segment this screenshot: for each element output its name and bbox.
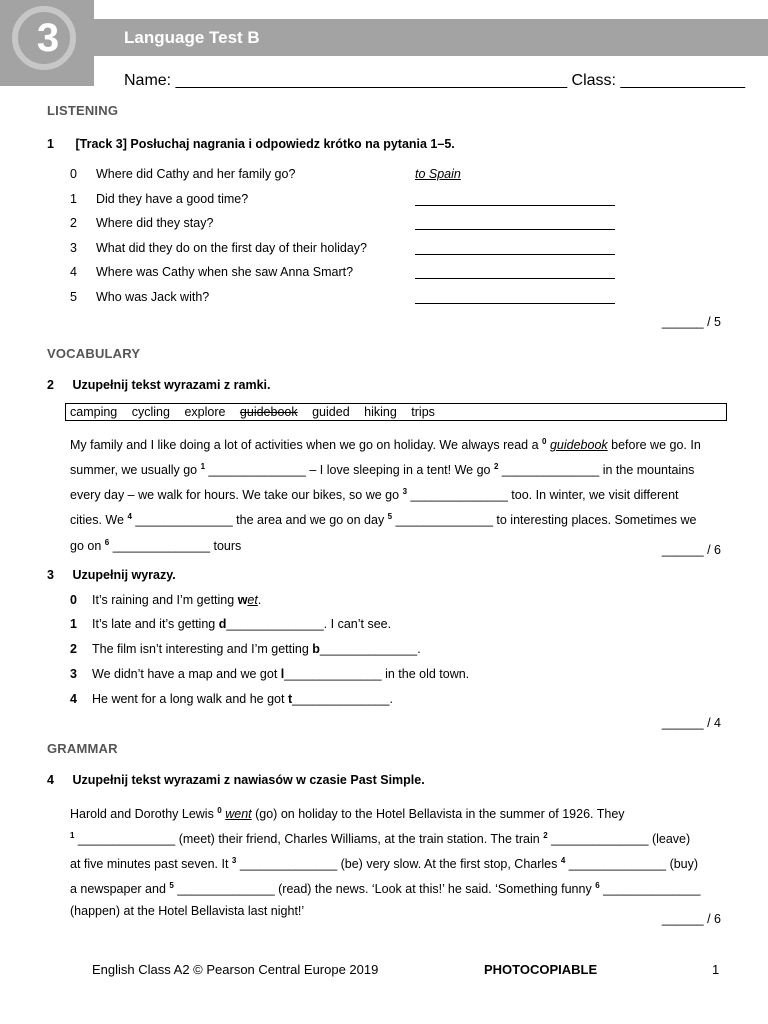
instruction-text: [Track 3] Posłuchaj nagrania i odpowiedz krótko na pytania 1–5.	[75, 137, 455, 151]
answer-blank[interactable]	[415, 205, 615, 206]
word-box-item: trips	[411, 405, 435, 419]
name-class-line: Name: ____________________________________________ Class: ______________	[124, 72, 746, 89]
answer-blank[interactable]	[415, 254, 615, 255]
example-answer: et	[247, 593, 258, 607]
section-heading-grammar: GRAMMAR	[47, 741, 118, 756]
instruction-text: Uzupełnij tekst wyrazami z nawiasów w czasie Past Simple.	[72, 773, 425, 787]
instruction-text: Uzupełnij wyrazy.	[72, 568, 176, 582]
section-heading-vocabulary: VOCABULARY	[47, 346, 141, 361]
word-box-item: guided	[312, 405, 350, 419]
example-answer: to Spain	[415, 167, 461, 181]
word-box-item: hiking	[364, 405, 397, 419]
score-field: ______ / 6	[661, 543, 721, 557]
page-number: 1	[712, 962, 720, 977]
question-number: 0	[70, 167, 77, 181]
instruction-text: Uzupełnij tekst wyrazami z ramki.	[72, 378, 271, 392]
unit-number: 3	[36, 16, 60, 60]
question-text: Who was Jack with?	[96, 290, 210, 304]
task-4-instruction	[47, 773, 425, 787]
task-number: 3	[47, 568, 54, 582]
gap-fill-paragraph: My family and I like doing a lot of activities when we go on holiday. We always read a $^0$ guidebook before we go. In summer, we usually go $^1$ ______________ – I love sleeping in a tent! We go $^2$ ______________ in the mountains every day – we walk for hours. We take our bikes, so we go $^3$ ______________ too. In winter, we visit different cities. We $^4$ ______________ the area and we go on day $^5$ ______________ to interesting places. Sometimes we go on $^6$ ______________ tours	[70, 437, 701, 553]
word-box-item: explore	[184, 405, 226, 419]
question-text: What did they do on the first day of their holiday?	[96, 241, 367, 255]
footer-photocopiable: PHOTOCOPIABLE	[484, 962, 598, 977]
task-number: 1	[47, 137, 54, 151]
list-item[interactable]: 4 He went for a long walk and he got t______________.	[70, 692, 393, 706]
task-1-instruction	[47, 137, 455, 151]
score-field: ______ / 5	[661, 315, 721, 329]
example-answer: went	[225, 807, 252, 822]
list-item[interactable]: 2 The film isn’t interesting and I’m getting b______________.	[70, 642, 421, 656]
list-item[interactable]: 1 It’s late and it’s getting d______________. I can’t see.	[70, 617, 392, 631]
question-text: Where was Cathy when she saw Anna Smart?	[96, 265, 354, 279]
section-heading-listening: LISTENING	[47, 103, 119, 118]
page-title: Language Test B	[124, 28, 260, 47]
list-item[interactable]: 3 We didn’t have a map and we got l______________ in the old town.	[70, 667, 470, 681]
answer-blank[interactable]	[415, 303, 615, 304]
question-text: Did they have a good time?	[96, 192, 249, 206]
word-box-item: cycling	[131, 405, 170, 419]
question-number: 5	[70, 290, 77, 304]
task-2-instruction	[47, 378, 270, 392]
question-number: 2	[70, 216, 77, 230]
list-item: 0 It’s raining and I’m getting wet.	[70, 593, 262, 607]
answer-blank[interactable]	[415, 229, 615, 230]
score-field: ______ / 6	[661, 912, 721, 926]
question-text: Where did Cathy and her family go?	[96, 167, 296, 181]
question-number: 3	[70, 241, 77, 255]
score-field: ______ / 4	[661, 716, 721, 730]
question-number: 1	[70, 192, 77, 206]
task-number: 2	[47, 378, 54, 392]
word-box	[65, 403, 727, 421]
word-box-item-used: guidebook	[239, 405, 298, 419]
task-3-instruction	[47, 568, 176, 582]
gap-fill-paragraph: Harold and Dorothy Lewis $^0$ went (go) on holiday to the Hotel Bellavista in the summer of 1926. They $^1$ ______________ (meet) their friend, Charles Williams, at the train station. The train $^2$ ______________ (leave) at five minutes past seven. It $^3$ ______________ (be) very slow. At the first stop, Charles $^4$ ______________ (buy) a newspaper and $^5$ ______________ (read) the news. ‘Look at this!’ he said. ‘Something funny $^6$ ______________ (happen) at the Hotel Bellavista last night!’	[70, 806, 701, 918]
question-number: 4	[70, 265, 77, 279]
task-number: 4	[47, 773, 54, 787]
word-box-item: camping	[70, 405, 118, 419]
question-text: Where did they stay?	[96, 216, 214, 230]
answer-blank[interactable]	[415, 278, 615, 279]
footer-copyright: English Class A2 © Pearson Central Europe 2019	[92, 962, 379, 977]
example-answer: guidebook	[549, 438, 608, 453]
